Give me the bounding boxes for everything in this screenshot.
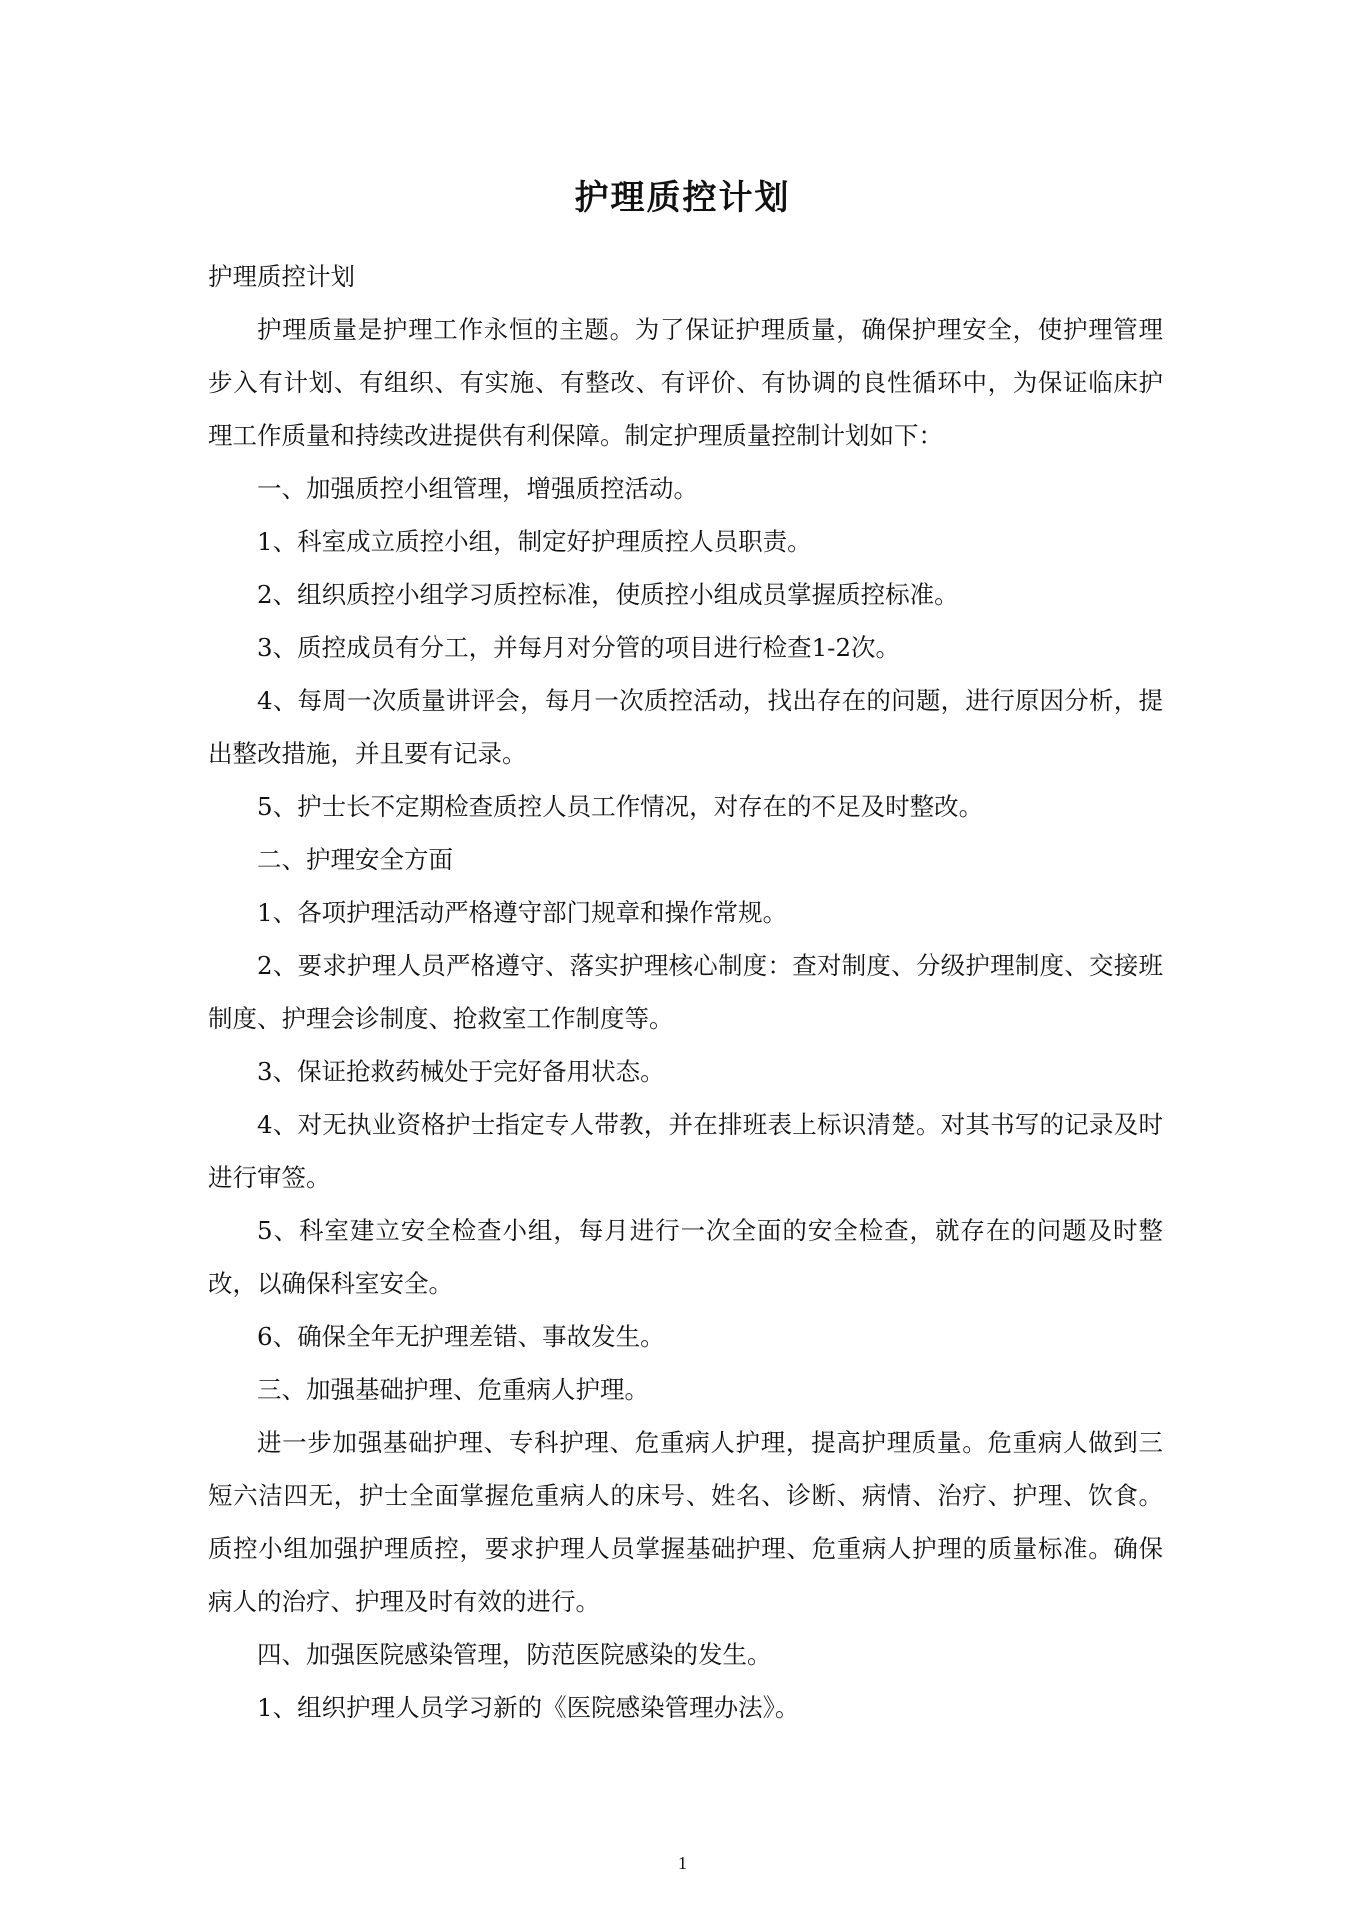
document-body (208, 250, 1163, 1734)
paragraph: 护理质量是护理工作永恒的主题。为了保证护理质量，确保护理安全，使护理管理步入有计划、有组织、有实施、有整改、有评价、有协调的良性循环中，为保证临床护理工作质量和持续改进提供有利保障。制定护理质量控制计划如下： (208, 315, 1163, 450)
paragraph: 4、对无执业资格护士指定专人带教，并在排班表上标识清楚。对其书写的记录及时进行审签。 (208, 1110, 1163, 1192)
paragraph: 1、科室成立质控小组，制定好护理质控人员职责。 (257, 527, 812, 556)
paragraph: 二、护理安全方面 (257, 845, 453, 874)
paragraph: 2、组织质控小组学习质控标准，使质控小组成员掌握质控标准。 (257, 580, 959, 609)
paragraph: 1、组织护理人员学习新的《医院感染管理办法》。 (257, 1693, 800, 1722)
document-subtitle: 护理质控计划 (208, 262, 355, 291)
paragraph: 3、保证抢救药械处于完好备用状态。 (257, 1057, 665, 1086)
paragraph: 5、科室建立安全检查小组，每月进行一次全面的安全检查，就存在的问题及时整改，以确保科室安全。 (208, 1216, 1163, 1298)
paragraph: 3、质控成员有分工，并每月对分管的项目进行检查1-2次。 (257, 633, 901, 662)
paragraph: 4、每周一次质量讲评会，每月一次质控活动，找出存在的问题，进行原因分析，提出整改措施，并且要有记录。 (208, 686, 1163, 768)
paragraph: 2、要求护理人员严格遵守、落实护理核心制度：查对制度、分级护理制度、交接班制度、护理会诊制度、抢救室工作制度等。 (208, 951, 1163, 1033)
paragraph: 6、确保全年无护理差错、事故发生。 (257, 1322, 665, 1351)
document-title: 护理质控计划 (574, 178, 791, 218)
paragraph: 三、加强基础护理、危重病人护理。 (257, 1375, 649, 1404)
paragraph: 进一步加强基础护理、专科护理、危重病人护理，提高护理质量。危重病人做到三短六洁四无，护士全面掌握危重病人的床号、姓名、诊断、病情、治疗、护理、饮食。质控小组加强护理质控，要求护理人员掌握基础护理、危重病人护理的质量标准。确保病人的治疗、护理及时有效的进行。 (208, 1428, 1163, 1616)
page-number: 1 (678, 1853, 687, 1873)
paragraph: 5、护士长不定期检查质控人员工作情况，对存在的不足及时整改。 (257, 792, 984, 821)
paragraph: 一、加强质控小组管理，增强质控活动。 (257, 474, 698, 503)
paragraph: 1、各项护理活动严格遵守部门规章和操作常规。 (257, 898, 788, 927)
paragraph: 四、加强医院感染管理，防范医院感染的发生。 (257, 1640, 772, 1669)
